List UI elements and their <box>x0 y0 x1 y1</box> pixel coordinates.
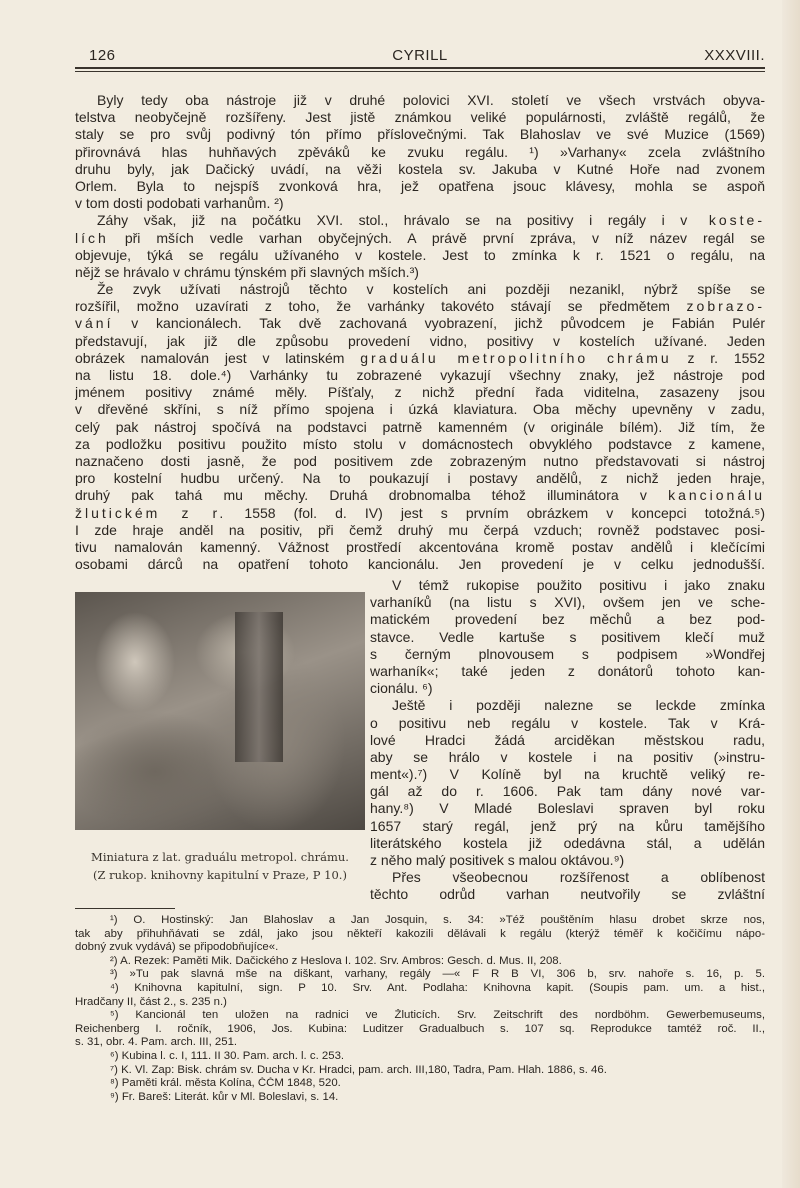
text-line <box>75 247 765 264</box>
text-line <box>75 264 765 281</box>
text-segment: druhu byly, jak Dačický uvádí, na věži kostela sv. Jakuba v Kutné Hoře nad zvonem <box>75 160 765 177</box>
text-line <box>370 680 765 697</box>
text-line <box>75 161 765 178</box>
footnote-line <box>75 996 765 1010</box>
text-segment: představují, jak již dle způsobu provedení vidno, positivy v kostelích užívané. Jeden <box>75 332 765 349</box>
text-segment: naznačeno dosti jasně, že pod positivem zde zobrazeným nutno představovati si nástroj <box>75 452 765 469</box>
text-segment: objevuje, týká se regálu užívaného v kostele. Jest to zmínka k r. 1521 o regálu, na <box>75 246 765 263</box>
text-segment: na listu 18. dole.⁴) Varhánky tu zobrazené vykazují všechny znaky, jež nástroje pod <box>75 367 765 383</box>
figure-caption <box>75 848 365 884</box>
text-line <box>370 611 765 628</box>
text-segment: hany.⁸) V Mladé Boleslavi spraven byl roku <box>370 800 765 817</box>
text-segment: Záhy však, již na počátku XVI. stol., hrávalo se na positivy i regály i <box>97 212 681 229</box>
text-line <box>75 230 765 247</box>
spaced-emphasis: vání <box>75 315 114 332</box>
text-segment: matickém provedení bez měchů a bez pod- <box>370 611 765 628</box>
text-line <box>370 663 765 680</box>
text-segment: v dřevěné skříni, s níž přímo spojena i úzká klaviatura. Oba měchy upevněny v zadu, <box>75 401 765 418</box>
footnotes <box>75 914 765 1104</box>
text-line <box>370 697 765 714</box>
text-line <box>370 783 765 800</box>
text-segment: ⁵) Kancionál ten uložen na radnici ve Žluticích. Srv. Zeitschrift des nordböhm. Gewerbemuseums, <box>110 1009 765 1022</box>
text-segment: tivu namalován kamenný. Vážnost prostředí akcentována kromě postav andělů i klečícími <box>75 538 765 555</box>
footnote-line <box>75 1077 765 1091</box>
footnote-line <box>75 941 765 955</box>
footnote-line <box>75 1064 765 1078</box>
text-line <box>75 212 765 229</box>
text-line <box>75 315 765 332</box>
text-line <box>75 126 765 143</box>
text-line <box>370 732 765 749</box>
text-segment: tak aby přihuhňávati se zdál, jako jsou někteří kakozili dělávali k regálu (kterýž téměř k kočičímu nápo- <box>75 927 765 940</box>
text-segment: stavce. Vedle kartuše s positivem klečí muž <box>370 628 765 645</box>
spaced-emphasis: v koste- <box>680 212 765 229</box>
footnote-line <box>75 968 765 982</box>
text-segment: obrázek namalován jest v latinském <box>75 349 361 366</box>
text-segment: staly se pro svůj podivný tón přímo příslovečnými. Tak Blahoslav ve své Muzice (1569) <box>75 126 765 143</box>
footnote-line <box>75 982 765 996</box>
miniature-illustration <box>75 592 365 830</box>
spaced-emphasis: zobrazo- <box>686 298 765 315</box>
running-header <box>75 47 765 67</box>
text-line <box>75 367 765 384</box>
text-line <box>370 766 765 783</box>
spaced-emphasis: graduálu metropolitního chrámu <box>360 349 672 366</box>
text-segment: rozšířil, možno uzavírati z toho, že varhánky takovéto stávají se předmětem <box>75 298 687 315</box>
footnote-line <box>75 1050 765 1064</box>
text-segment: ment«).⁷) V Kolíně byl na kruchtě veliký re- <box>370 766 765 783</box>
text-segment: ³) »Tu pak slavná mše na diškant, varhany, regály —« F R B VI, 306 b, srv. nahoře s. 16, p. 5. <box>110 968 765 981</box>
text-segment: ⁴) Knihovna kapitulní, sign. P 10. Srv. Ant. Podlaha: Knihovna kapit. (Soupis pam. um. a hist., <box>110 981 765 994</box>
text-segment: celý pak nástroj spočívá na podstavci patrně kamenném (v originále bílém). Již tím, že <box>75 418 765 435</box>
text-segment: Ještě i později nalezne se leckde zmínka <box>392 697 765 714</box>
text-line <box>370 646 765 663</box>
main-text <box>75 92 765 573</box>
text-line <box>370 629 765 646</box>
text-line <box>370 869 765 886</box>
text-segment: dobný zvuk vydává) se připodobňujíce«. <box>75 941 279 954</box>
text-line <box>370 749 765 766</box>
text-segment: varhaníků (na listu s XVI), ovšem jen ve sche- <box>370 594 765 611</box>
text-line <box>370 800 765 817</box>
footnote-line <box>75 1091 765 1105</box>
text-segment: v tom dosti podobati varhanům. ²) <box>75 195 284 212</box>
text-segment: warhaník«; také jeden z donátorů tohoto kan- <box>370 662 765 679</box>
footnote-line <box>75 1009 765 1023</box>
text-line <box>75 384 765 401</box>
text-segment: lové Hradci žádá arciděkan městskou radu, <box>370 731 765 748</box>
text-line <box>75 522 765 539</box>
spaced-emphasis: lích <box>75 229 109 246</box>
text-line <box>75 350 765 367</box>
text-segment: jménem positivy známé měly. Píšťaly, z nichž přední řada viditelna, zasazeny jsou <box>75 384 765 401</box>
text-line <box>370 835 765 852</box>
text-line <box>75 178 765 195</box>
text-segment: osobami dárců na opatření tohoto kancionálu. Jen provedení je v celku jednodušší. <box>75 556 765 573</box>
footnote-line <box>75 928 765 942</box>
caption-line: (Z rukop. knihovny kapitulní v Praze, P 10.) <box>93 868 347 882</box>
text-segment: Byly tedy oba nástroje již v druhé polovici XVI. století ve všech vrstvách obyva- <box>97 92 765 108</box>
header-rule-thin <box>75 71 765 72</box>
text-segment: telstva neobyčejně rozšířeny. Jest jistě známkou veliké populárnosti, zvláště regálů, že <box>75 109 765 126</box>
text-line <box>75 109 765 126</box>
text-segment: v kancionálech. Tak dvě zachovaná vyobrazení, jichž původcem je Fabián Pulér <box>113 315 765 332</box>
organ-illustration <box>235 612 283 762</box>
footnote-line <box>75 1023 765 1037</box>
text-segment: ⁹) Fr. Bareš: Literát. kůr v Ml. Boleslavi, s. 14. <box>110 1090 339 1103</box>
text-line <box>75 333 765 350</box>
text-segment: ⁸) Paměti král. města Kolína, ČČM 1848, 520. <box>110 1077 341 1090</box>
text-segment: s černým plnovousem s podpisem »Wondřej <box>370 645 765 662</box>
text-line <box>75 144 765 161</box>
caption-line: Miniatura z lat. graduálu metropol. chrámu. <box>91 850 349 864</box>
text-segment: nějž se hrávalo v chrámu týnském při slavných mších.³) <box>75 263 419 280</box>
text-line <box>75 195 765 212</box>
text-line <box>75 539 765 556</box>
text-segment: Reichenberg I. ročník, 1906, Jos. Kubina: Luditzer Gradualbuch s. 107 sq. Reprodukce tamtéž roč. II., <box>75 1022 765 1035</box>
text-segment: Přes všeobecnou rozšířenost a oblíbenost <box>392 869 765 886</box>
header-rule <box>75 67 765 69</box>
footnote-line <box>75 914 765 928</box>
text-segment: při mších vedle varhan obyčejných. A právě první zpráva, v níž název regál se <box>108 229 765 246</box>
text-segment: cionálu. ⁶) <box>370 680 433 697</box>
text-line <box>75 281 765 298</box>
text-segment: za podložku positivu použito místo stolu v domácnostech obvyklého podstavce z kamene, <box>75 435 765 452</box>
text-line <box>75 298 765 315</box>
text-line <box>75 419 765 436</box>
text-line <box>370 852 765 869</box>
text-segment: ⁶) Kubina l. c. I, 111. II 30. Pam. arch. l. c. 253. <box>110 1049 345 1062</box>
text-segment: 1657 starý regál, jenž prý na kůru tamějšího <box>370 817 765 834</box>
text-segment: těchto odrůd varhan neutvořily se zvláštní <box>370 886 765 903</box>
text-line <box>75 401 765 418</box>
volume-number: XXXVIII. <box>704 47 765 64</box>
page-edge <box>782 0 800 1188</box>
text-segment: Hradčany II, část 2., s. 235 n.) <box>75 995 227 1008</box>
text-segment: gál až do r. 1606. Pak tam dány nové var- <box>370 783 765 800</box>
text-segment: Orlem. Byla to nejspíš zvonková hra, jež opatřena jsouc klávesy, mohla se aspoň <box>75 177 765 194</box>
text-segment: přirovnává hlas huhňavých zpěváků ke zvuku regálu. ¹) »Varhany« zcela zvláštního <box>75 143 765 160</box>
footnote-line <box>75 1036 765 1050</box>
text-segment: aby se hrálo v kostele i na positiv (»instru- <box>370 748 765 765</box>
text-line <box>370 818 765 835</box>
footnote-rule <box>75 908 175 909</box>
page-number: 126 <box>89 47 116 64</box>
text-line <box>370 594 765 611</box>
text-line <box>370 715 765 732</box>
right-column-text <box>370 577 765 904</box>
text-segment: I zde hraje anděl na positiv, při čemž druhý mu čerpá vzduch; rovněž podstavec posi- <box>75 521 765 538</box>
text-segment: V témž rukopise použito positivu i jako znaku <box>392 577 765 593</box>
footnote-line <box>75 955 765 969</box>
spaced-emphasis: žlutickém z r. <box>75 504 227 521</box>
text-line <box>75 436 765 453</box>
text-line <box>370 886 765 903</box>
text-line <box>75 505 765 522</box>
text-segment: s. 31, obr. 4. Pam. arch. III, 251. <box>75 1036 238 1049</box>
text-segment: literátského kostela již odedávna stál, a udělán <box>370 834 765 851</box>
text-line <box>370 577 765 594</box>
text-segment: z r. 1552 <box>671 349 765 366</box>
text-line <box>75 453 765 470</box>
text-segment: druhý pak tahá mu měchy. Druhá drobnomalba téhož illuminátora v <box>75 487 669 504</box>
text-line <box>75 487 765 504</box>
text-segment: 1558 (fol. d. IV) jest s prvním obrázkem v koncepci totožná.⁵) <box>226 504 765 521</box>
text-segment: Že zvyk užívati nástrojů těchto v kostelích ani později nezanikl, nýbrž spíše se <box>97 281 765 298</box>
text-segment: z něho malý positivek s malou oktávou.⁹) <box>370 852 625 868</box>
text-line <box>75 470 765 487</box>
text-segment: pro kostelní hudbu určený. Na to poukazují i postavy andělů, z nichž jeden hraje, <box>75 470 765 487</box>
text-segment: ⁷) K. Vl. Zap: Bisk. chrám sv. Ducha v Kr. Hradci, pam. arch. III,180, Tadra, Pam. Hlah. 1886, s. 46. <box>110 1063 607 1076</box>
text-line <box>75 556 765 573</box>
text-segment: o positivu neb regálu v kostele. Tak v Krá- <box>370 714 765 731</box>
journal-title: CYRILL <box>392 47 448 64</box>
spaced-emphasis: kancionálu <box>668 487 765 504</box>
text-segment: ²) A. Rezek: Paměti Mik. Dačického z Heslova I. 102. Srv. Ambros: Gesch. d. Mus. II, 208. <box>110 954 562 967</box>
text-segment: ¹) O. Hostinský: Jan Blahoslav a Jan Josquin, s. 34: »Též pouštěním hlasu drobet skrze nos, <box>110 914 765 926</box>
text-line <box>75 92 765 109</box>
